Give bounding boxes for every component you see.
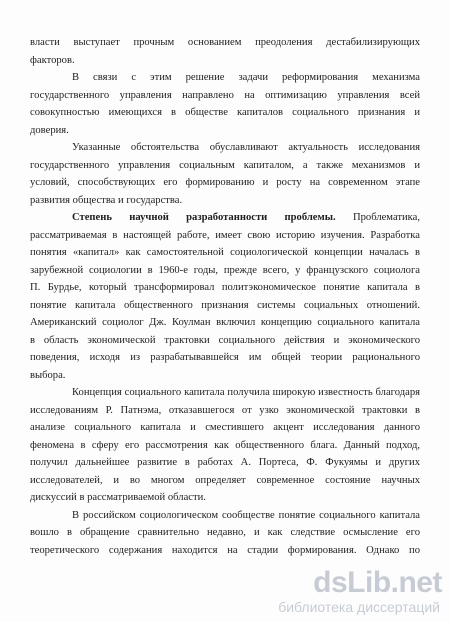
text-line: теоретического содержания находится на стадии формирования. Однако по bbox=[30, 544, 420, 556]
watermark bbox=[272, 566, 442, 618]
paragraph-5 bbox=[30, 384, 420, 507]
text-line: вошло в обращение сравнительно недавно, и как следствие осмысление его bbox=[30, 527, 420, 538]
paragraph-3 bbox=[30, 139, 420, 209]
text-line: В российском социологическом сообществе понятие социального капитала bbox=[72, 509, 420, 521]
text-line: П. Бурдье, который трансформировал политэкономическое понятие капитала в bbox=[30, 282, 420, 293]
text-line: Американский социолог Дж. Коулман включил концепцию социального капитала bbox=[30, 317, 420, 328]
document-text bbox=[30, 34, 420, 559]
text-line: совокупностью имеющихся в обществе капиталов социального признания и bbox=[30, 107, 420, 118]
text-line: понятие капитала общественного признания системы социальных отношений. bbox=[30, 299, 420, 311]
section-heading-inline: Степень научной разработанности проблемы. bbox=[72, 212, 336, 223]
text-line: исследованиям Р. Патнэма, отказавшегося от узко экономической трактовки в bbox=[30, 404, 420, 416]
text-line: в область экономической трактовки социального действия и экономического bbox=[30, 334, 420, 346]
text-line: понятия «капитал» как самостоятельной социологической концепции началась в bbox=[30, 247, 420, 258]
text-line: условий, способствующих его формированию и росту на современном этапе bbox=[30, 177, 420, 188]
text-line: государственного управления социальным капиталом, а также механизмов и bbox=[30, 159, 420, 171]
text-line: анализе социального капитала и сместившего акцент исследования данного bbox=[30, 422, 420, 433]
text-line: доверия. bbox=[30, 124, 69, 136]
paragraph-6 bbox=[30, 507, 420, 560]
paragraph-4 bbox=[30, 209, 420, 384]
text-line: власти выступает прочным основанием преодоления дестабилизирующих bbox=[30, 37, 420, 48]
text-line bbox=[30, 209, 420, 227]
text-line: Указанные обстоятельства обуславливают актуальность исследования bbox=[72, 142, 420, 153]
text-line: выбора. bbox=[30, 369, 66, 381]
text-line: государственного управления направлено на оптимизацию управления всей bbox=[30, 89, 420, 101]
text-line: дискуссий в рассматриваемой области. bbox=[30, 492, 206, 503]
text-fragment: Проблематика, bbox=[335, 212, 421, 223]
text-line: получил дальнейшее развитие в работах А. Портеса, Ф. Фукуямы и других bbox=[30, 457, 420, 468]
text-line: развития общества и государства. bbox=[30, 194, 183, 206]
paragraph-2 bbox=[30, 69, 420, 139]
text-line: рассматриваемая в настоящей работе, имеет свою историю изучения. Разработка bbox=[30, 229, 420, 241]
text-line: зарубежной социологии в 1960-е годы, прежде всего, у французского социолога bbox=[30, 264, 420, 276]
watermark-logo: dsLib.net bbox=[313, 566, 442, 599]
text-line: В связи с этим решение задачи реформирования механизма bbox=[72, 72, 420, 83]
text-line: поведения, исходя из разрабатывавшейся им общей теории рационального bbox=[30, 352, 420, 363]
paragraph-1 bbox=[30, 34, 420, 69]
text-line: феномена в сферу его рассмотрения как общественного блага. Данный подход, bbox=[30, 439, 420, 451]
watermark-subtitle: библиотека диссертаций bbox=[278, 599, 440, 615]
text-line: факторов. bbox=[30, 54, 75, 66]
text-line: Концепция социального капитала получила широкую известность благодаря bbox=[72, 387, 420, 398]
text-line: исследователей, и во многом определяет современное состояние научных bbox=[30, 474, 420, 486]
